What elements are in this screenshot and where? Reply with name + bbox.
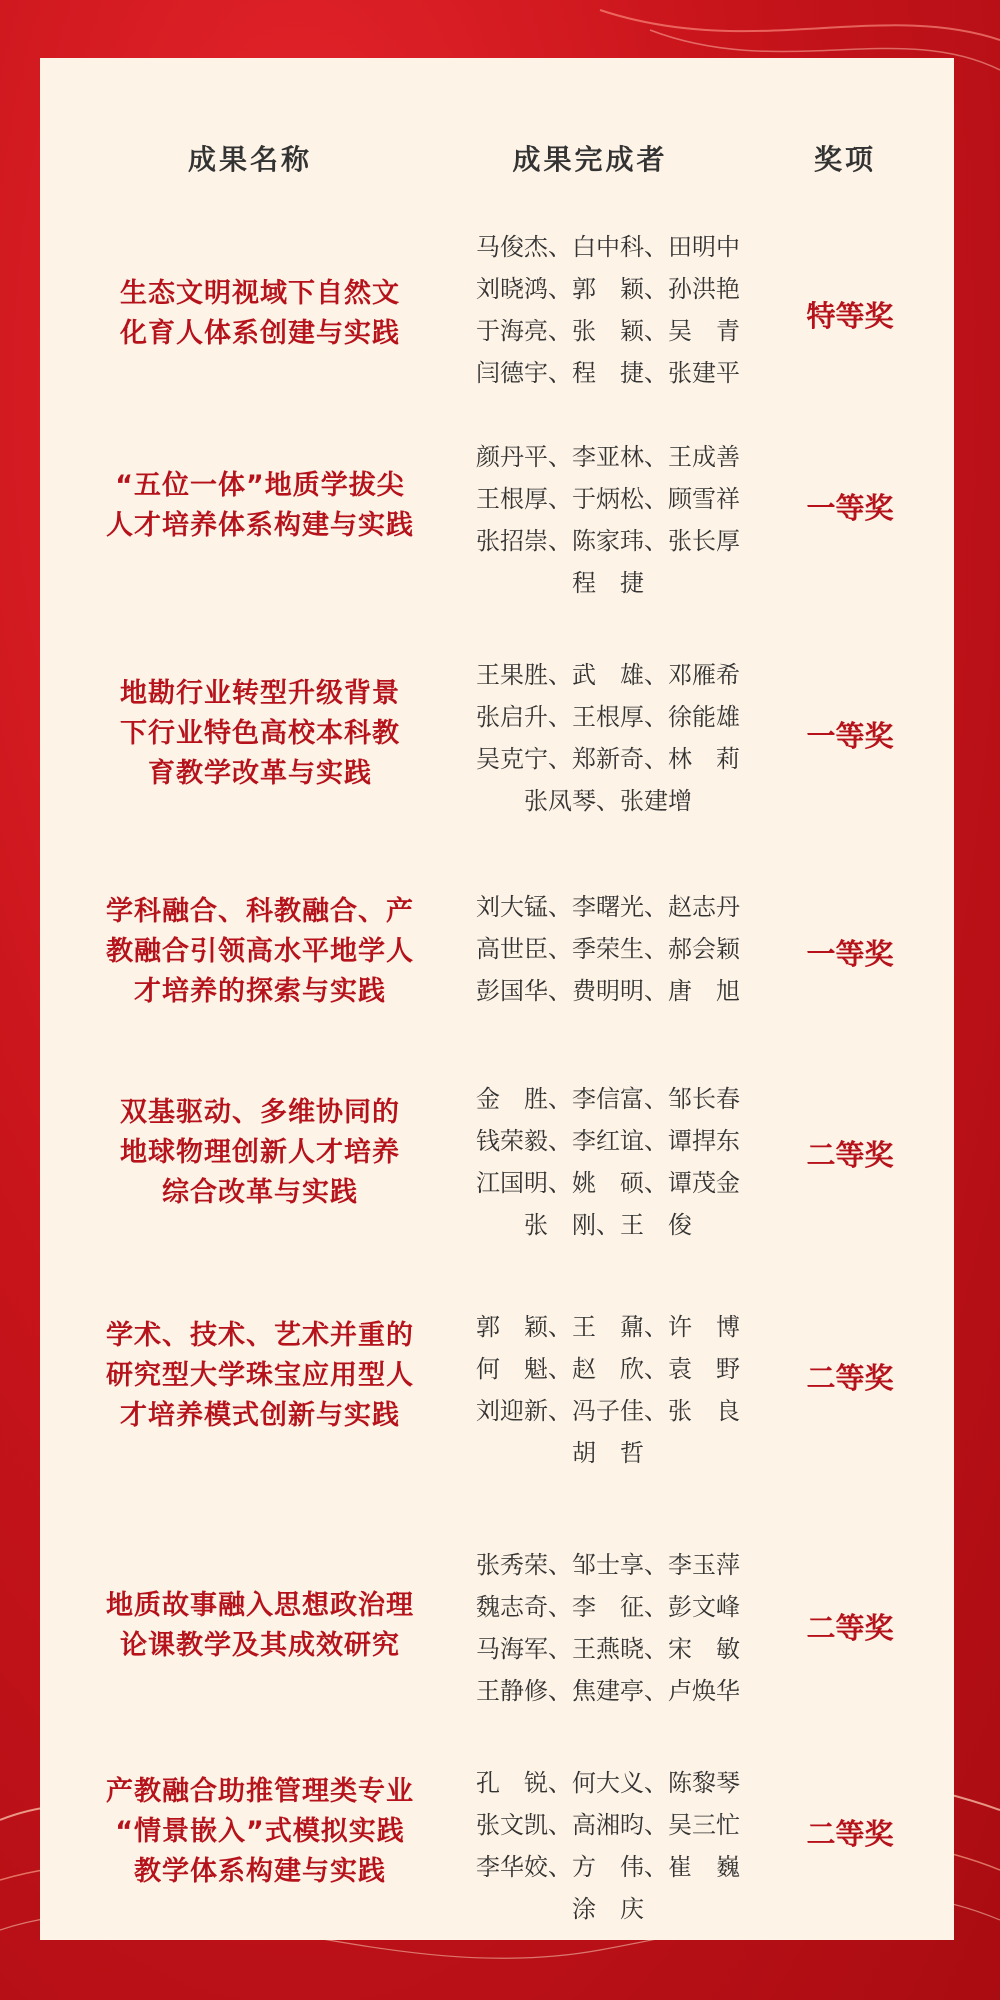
- achievement-authors: 孔 锐、何大义、陈黎琴 张文凯、高湘昀、吴三忙 李华姣、方 伟、崔 巍 涂 庆: [476, 1769, 740, 1923]
- table-header: [40, 130, 954, 190]
- table-row: [40, 1762, 954, 1938]
- table-row: [40, 1078, 954, 1254]
- achievement-authors: 马俊杰、白中科、田明中 刘晓鸿、郭 颖、孙洪艳 于海亮、张 颖、吴 青 闫德宇、程 捷、张建平: [476, 233, 740, 387]
- award-level: 一等奖: [806, 490, 894, 525]
- achievement-title: 地质故事融入思想政治理 论课教学及其成效研究: [106, 1590, 414, 1661]
- award-level: 特等奖: [806, 298, 894, 333]
- header-name: 成果名称: [187, 143, 312, 176]
- header-authors: 成果完成者: [512, 143, 668, 176]
- table-row: [40, 654, 954, 830]
- table-row: [40, 886, 954, 1018]
- table-row: [40, 436, 954, 612]
- header-award: 奖项: [813, 143, 876, 176]
- table-row: [40, 226, 954, 402]
- achievement-authors: 金 胜、李信富、邹长春 钱荣毅、李红谊、谭捍东 江国明、姚 硕、谭茂金 张 刚、王 俊: [476, 1085, 740, 1239]
- awards-panel: [40, 58, 954, 1940]
- table-row: [40, 1544, 954, 1720]
- achievement-title: 学术、技术、艺术并重的 研究型大学珠宝应用型人 才培养模式创新与实践: [106, 1320, 414, 1431]
- achievement-authors: 王果胜、武 雄、邓雁希 张启升、王根厚、徐能雄 吴克宁、郑新奇、林 莉 张凤琴、张建增: [476, 661, 740, 815]
- award-level: 二等奖: [806, 1610, 894, 1645]
- achievement-title: 地勘行业转型升级背景 下行业特色高校本科教 育教学改革与实践: [120, 678, 400, 789]
- table-row: [40, 1306, 954, 1482]
- award-level: 二等奖: [806, 1360, 894, 1395]
- achievement-authors: 刘大锰、李曙光、赵志丹 高世臣、季荣生、郝会颖 彭国华、费明明、唐 旭: [476, 893, 740, 1005]
- award-level: 一等奖: [806, 936, 894, 971]
- achievement-authors: 张秀荣、邹士享、李玉萍 魏志奇、李 征、彭文峰 马海军、王燕晓、宋 敏 王静修、焦建亭、卢焕华: [476, 1551, 740, 1705]
- achievement-authors: 颜丹平、李亚林、王成善 王根厚、于炳松、顾雪祥 张招崇、陈家玮、张长厚 程 捷: [476, 443, 740, 597]
- achievement-title: “五位一体”地质学拔尖 人才培养体系构建与实践: [106, 470, 414, 541]
- achievement-title: 学科融合、科教融合、产 教融合引领高水平地学人 才培养的探索与实践: [106, 896, 414, 1007]
- achievement-title: 生态文明视域下自然文 化育人体系创建与实践: [120, 278, 400, 349]
- award-level: 二等奖: [806, 1137, 894, 1172]
- achievement-authors: 郭 颖、王 鼐、许 博 何 魁、赵 欣、袁 野 刘迎新、冯子佳、张 良 胡 哲: [476, 1313, 740, 1467]
- achievement-title: 产教融合助推管理类专业 “情景嵌入”式模拟实践 教学体系构建与实践: [106, 1776, 414, 1887]
- achievement-title: 双基驱动、多维协同的 地球物理创新人才培养 综合改革与实践: [120, 1097, 400, 1208]
- award-level: 二等奖: [806, 1816, 894, 1851]
- award-level: 一等奖: [806, 718, 894, 753]
